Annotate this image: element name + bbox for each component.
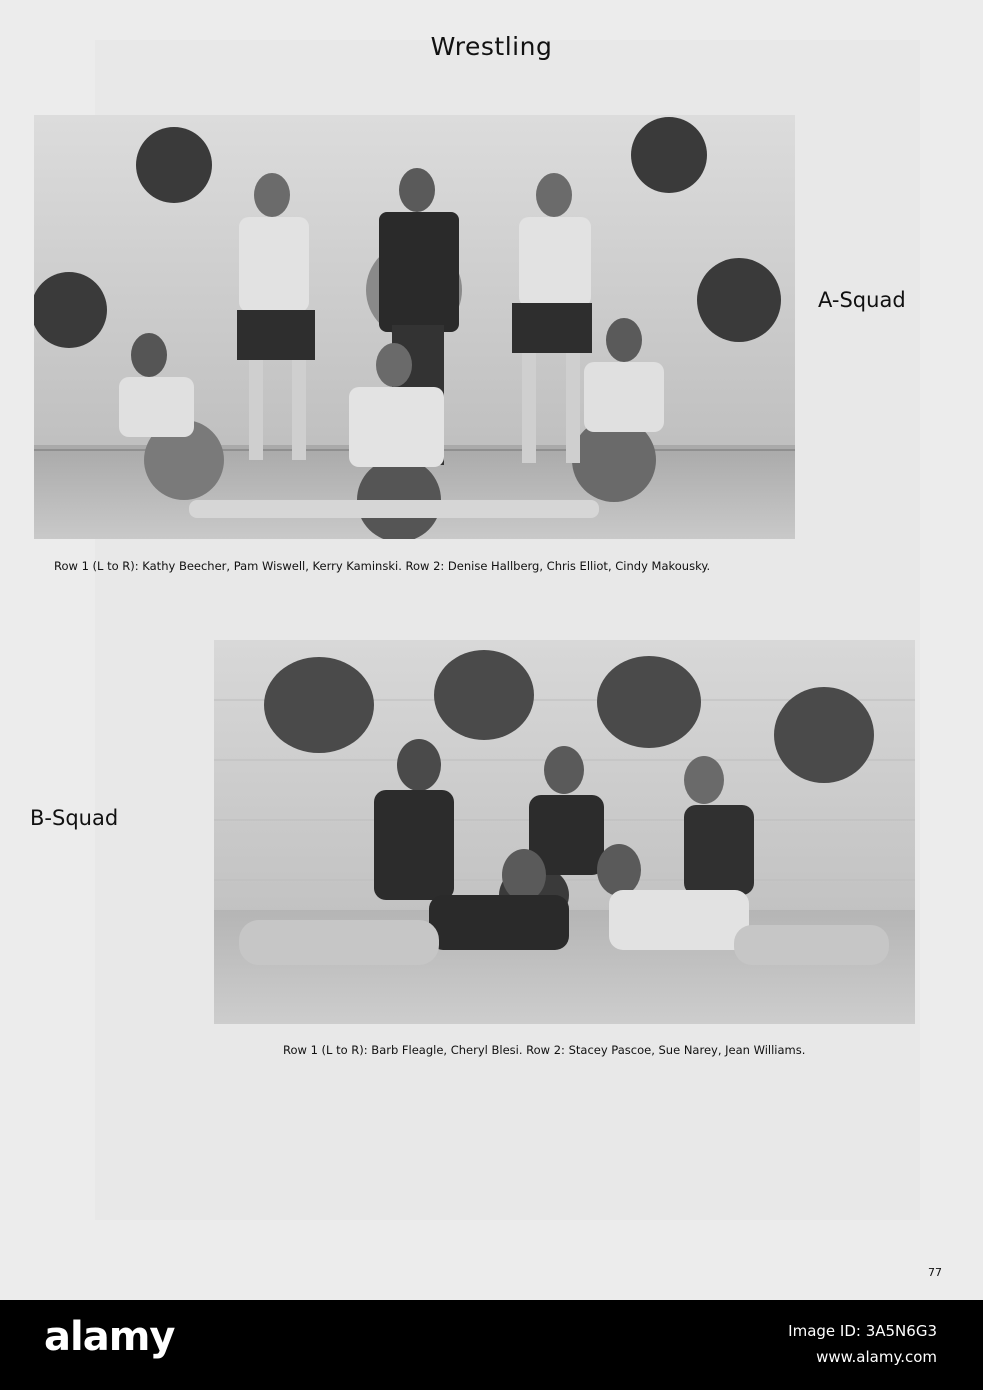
page-number: 77 [928,1266,942,1279]
a-squad-photo [34,115,795,539]
b-squad-label: B-Squad [30,806,119,830]
a-squad-label: A-Squad [818,288,906,312]
image-id: Image ID: 3A5N6G3 [788,1322,937,1340]
b-squad-photo [214,640,915,1024]
page-title: Wrestling [430,32,553,61]
alamy-logo: alamy [44,1314,175,1360]
b-squad-caption: Row 1 (L to R): Barb Fleagle, Cheryl Blesi. Row 2: Stacey Pascoe, Sue Narey, Jean Williams. [283,1043,806,1057]
watermark-footer [0,1300,983,1390]
a-squad-caption: Row 1 (L to R): Kathy Beecher, Pam Wiswell, Kerry Kaminski. Row 2: Denise Hallberg, Chris Elliot, Cindy Makousky. [54,559,711,573]
site-url: www.alamy.com [816,1348,937,1366]
